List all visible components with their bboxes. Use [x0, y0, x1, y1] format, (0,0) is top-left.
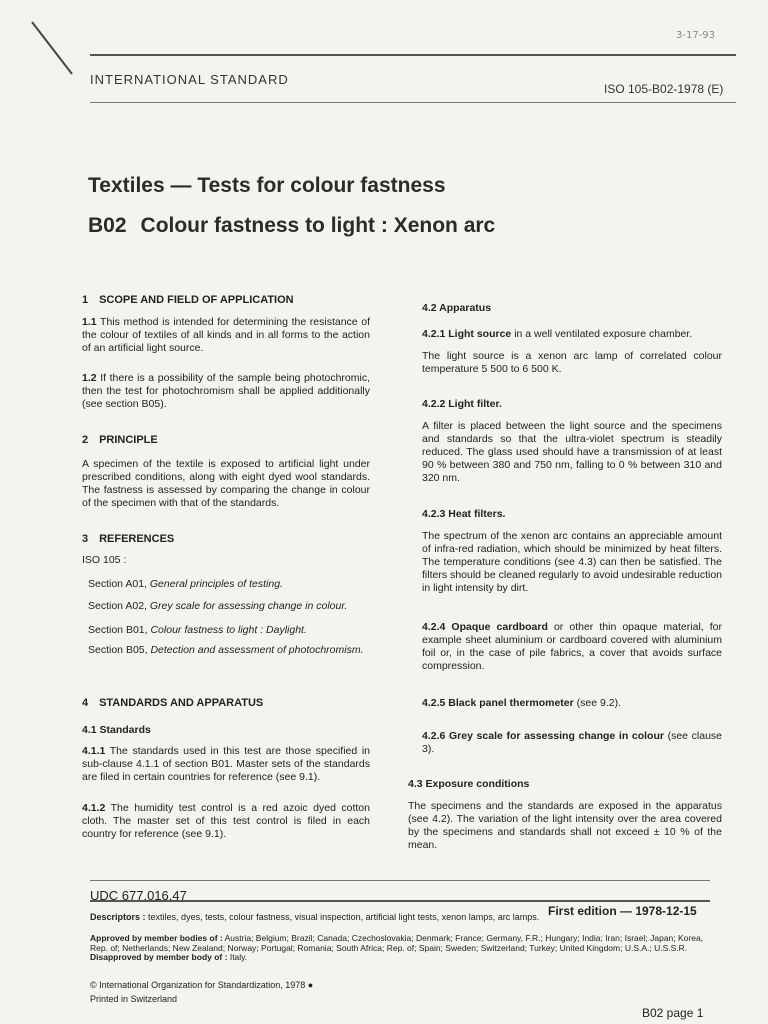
reference-item: Section B05, Detection and assessment of photochromism.: [88, 644, 364, 656]
descriptors: Descriptors : textiles, dyes, tests, colour fastness, visual inspection, artificial light tests, xenon lamps, arc lamps.: [90, 912, 540, 922]
edition-date: First edition — 1978-12-15: [548, 904, 697, 918]
reference-intro: ISO 105 :: [82, 554, 127, 566]
udc-number: UDC 677.016.47: [90, 888, 187, 903]
section-heading: 4 STANDARDS AND APPARATUS: [82, 697, 264, 709]
header-rule-top: [90, 54, 736, 56]
reference-item: Section B01, Colour fastness to light : Daylight.: [88, 624, 307, 636]
paragraph: 1.1 This method is intended for determining the resistance of the colour of textiles of all kinds and in all forms to the action of an artificial light source.: [82, 316, 370, 354]
subtitle-text: Colour fastness to light : Xenon arc: [140, 214, 496, 237]
paragraph: 4.2.4 Opaque cardboard or other thin opaque material, for example sheet aluminium or cardboard covered with aluminium foil or, in the case of pile fabrics, a cover that avoids surface compression.: [422, 621, 722, 672]
paragraph: A filter is placed between the light source and the specimens and standards so that the ultra-violet spectrum is steadily reduced. The glass used should have a transmission of at least 90 % between 380 and 750 nm, falling to 0 % between 310 and 320 nm.: [422, 420, 722, 484]
paragraph: 1.2 If there is a possibility of the sample being photochromic, then the test for photochromism shall be applied additionally (see section B05).: [82, 372, 370, 410]
pencil-note: 3-17-93: [676, 30, 716, 41]
paragraph: 4.2.6 Grey scale for assessing change in colour (see clause 3).: [422, 730, 723, 755]
header-rule-bottom: [90, 102, 736, 103]
section-heading: 2 PRINCIPLE: [82, 434, 158, 446]
reference-item: Section A01, General principles of testing.: [88, 578, 283, 590]
footer-rule-mid: [90, 900, 710, 902]
copyright: © International Organization for Standardization, 1978 ●: [90, 980, 314, 990]
document-title: Textiles — Tests for colour fastness: [88, 174, 446, 197]
footer-rule-top: [90, 880, 710, 881]
paragraph: The light source is a xenon arc lamp of correlated colour temperature 5 500 to 6 500 K.: [422, 350, 722, 375]
standard-number: ISO 105-B02-1978 (E): [604, 82, 724, 96]
subsection-heading: 4.2.3 Heat filters.: [422, 508, 506, 520]
paragraph: The specimens and the standards are exposed in the apparatus (see 4.2). The variation of the light intensity over the area covered by the specimens and standards shall not exceed ± 10 % of the mean.: [408, 800, 722, 851]
printed-location: Printed in Switzerland: [90, 994, 178, 1004]
paragraph: 4.2.5 Black panel thermometer (see 9.2).: [422, 697, 622, 709]
approval-list: Approved by member bodies of : Austria; Belgium; Brazil; Canada; Czechoslovakia; Denmark; France; Germany, F.R.; Hungary; India; Iran; Israel; Japan; Korea, Rep. of; Netherlands; New Zealand; Norway; Portugal; Romania; South Africa; Rep. of; Spain; Sweden; Switzerland; Turkey; United Kingdom; U.S.A.; U.S.S.R. Disapproved by member body of : Italy.: [90, 933, 704, 962]
paragraph: 4.2.1 Light source in a well ventilated exposure chamber.: [422, 328, 693, 340]
reference-item: Section A02, Grey scale for assessing change in colour.: [88, 600, 348, 612]
standard-type: INTERNATIONAL STANDARD: [90, 72, 289, 87]
subsection-heading: 4.1 Standards: [82, 724, 151, 736]
section-heading: 1 SCOPE AND FIELD OF APPLICATION: [82, 294, 294, 306]
subsection-heading: 4.3 Exposure conditions: [408, 778, 530, 790]
document-subtitle: [88, 214, 495, 238]
paragraph: A specimen of the textile is exposed to artificial light under prescribed conditions, along with eight dyed wool standards. The fastness is assessed by comparing the change in colour of the specimen with that of the standards.: [82, 458, 370, 509]
page-number: B02 page 1: [642, 1006, 704, 1020]
paragraph: The spectrum of the xenon arc contains an appreciable amount of infra-red radiation, which should be minimized by heat filters. The temperature conditions (see 4.3) can then be satisfied. The filters should be cleaned regularly to avoid undesirable reduction in light intensity by dirt.: [422, 530, 722, 594]
paragraph: 4.1.1 The standards used in this test are those specified in sub-clause 4.1.1 of section B01. Master sets of the standards are filed in certain countries for reference (see 9.1).: [82, 745, 370, 783]
paragraph: 4.1.2 The humidity test control is a red azoic dyed cotton cloth. The master set of this test control is filed in each country for reference (see 9.1).: [82, 802, 370, 840]
subsection-heading: 4.2.2 Light filter.: [422, 398, 502, 410]
section-heading: 3 REFERENCES: [82, 533, 175, 545]
part-code: B02: [88, 214, 127, 237]
subsection-heading: 4.2 Apparatus: [422, 302, 492, 314]
pen-mark: [28, 18, 78, 78]
